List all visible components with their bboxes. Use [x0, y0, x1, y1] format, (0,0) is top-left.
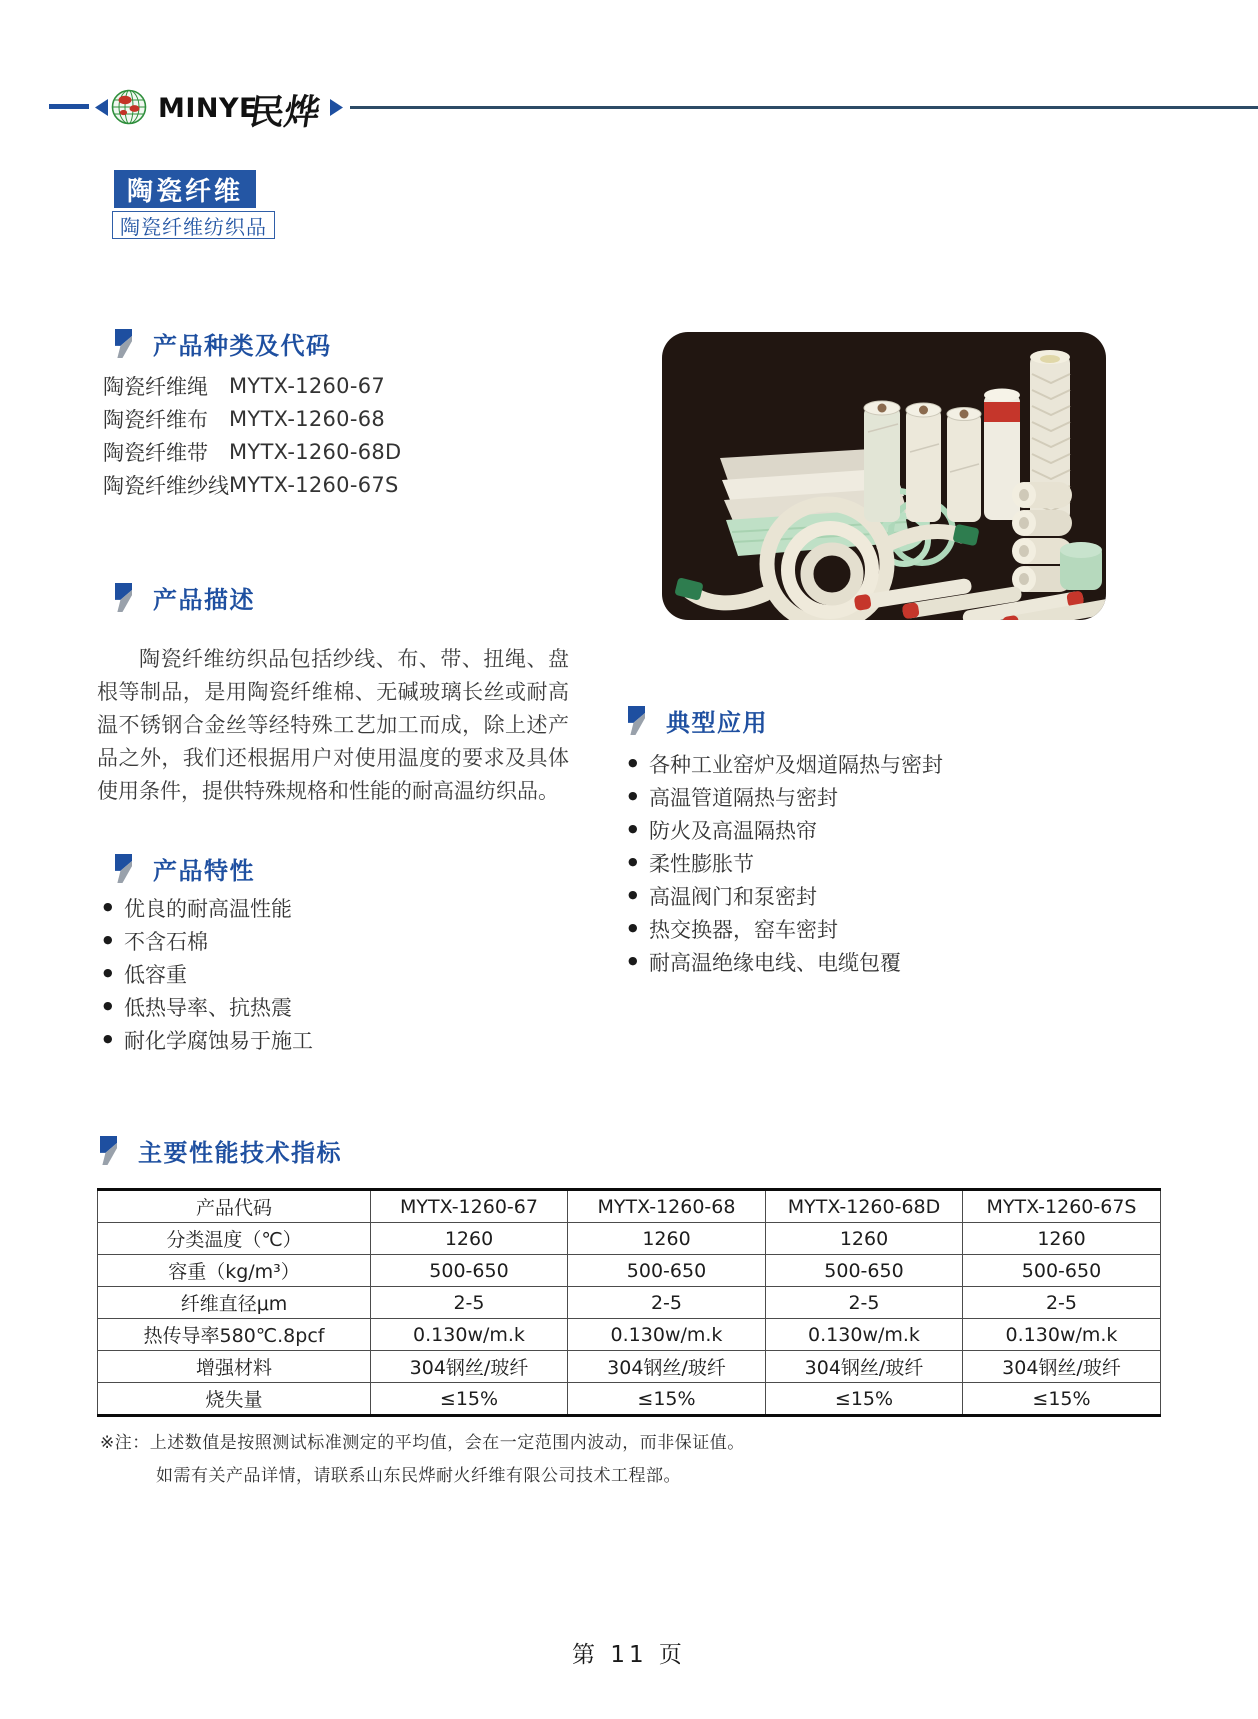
brand-name-en: MINYE — [158, 93, 259, 124]
feature-text: 优良的耐高温性能 — [124, 897, 292, 921]
spec-row-label: 产品代码 — [98, 1190, 371, 1223]
list-item — [628, 782, 943, 815]
spec-cell: ≤15% — [568, 1383, 766, 1416]
logo-dash-rule — [49, 104, 89, 109]
product-type-name: 陶瓷纤维纱线 — [103, 473, 229, 498]
spec-cell: 2-5 — [568, 1287, 766, 1319]
product-type-name: 陶瓷纤维布 — [103, 407, 208, 432]
bullet-dot: ● — [103, 999, 113, 1012]
feature-text: 低热导率、抗热震 — [124, 996, 292, 1020]
list-item — [103, 435, 402, 468]
specs-table — [97, 1188, 1161, 1417]
feature-text: 耐化学腐蚀易于施工 — [124, 1029, 313, 1053]
product-type-code: MYTX-1260-67S — [229, 472, 399, 497]
applications-list — [628, 749, 943, 980]
description-paragraph: 陶瓷纤维纺织品包括纱线、布、带、扭绳、盘根等制品，是用陶瓷纤维棉、无碱玻璃长丝或耐高温不锈钢合金丝等经特殊工艺加工而成，除上述产品之外，我们还根据用户对使用温度的要求及具体使用条件，提供特殊规格和性能的耐高温纺织品。 — [97, 647, 569, 803]
section-marker-icon — [115, 583, 132, 612]
spec-cell: 500-650 — [963, 1255, 1161, 1287]
feature-text: 不含石棉 — [124, 930, 208, 954]
product-type-code: MYTX-1260-67 — [229, 373, 386, 398]
spec-cell: 0.130w/m.k — [963, 1319, 1161, 1351]
bullet-dot: ● — [628, 921, 638, 934]
spec-row-label: 分类温度（℃） — [98, 1223, 371, 1255]
list-item — [628, 815, 943, 848]
section-marker-icon — [115, 854, 132, 883]
spec-cell: 304钢丝/玻纤 — [371, 1351, 568, 1383]
spec-cell: 1260 — [766, 1223, 963, 1255]
list-item — [103, 893, 313, 926]
application-text: 热交换器，窑车密封 — [649, 918, 838, 942]
spec-cell: 500-650 — [371, 1255, 568, 1287]
section-heading-features — [115, 851, 255, 886]
spec-row-label: 纤维直径μm — [98, 1287, 371, 1319]
features-list — [103, 893, 313, 1058]
spec-cell: 2-5 — [963, 1287, 1161, 1319]
left-arrow-icon — [95, 99, 108, 116]
spec-cell: 1260 — [371, 1223, 568, 1255]
spec-cell: 500-650 — [766, 1255, 963, 1287]
brand-name-cn: 民烨 — [246, 92, 323, 133]
bullet-dot: ● — [103, 933, 113, 946]
page-subtitle: 陶瓷纤维纺织品 — [112, 211, 275, 239]
spec-cell: 304钢丝/玻纤 — [766, 1351, 963, 1383]
spec-row-label: 增强材料 — [98, 1351, 371, 1383]
spec-cell: 0.130w/m.k — [766, 1319, 963, 1351]
application-text: 柔性膨胀节 — [649, 852, 754, 876]
table-row — [98, 1351, 1161, 1383]
header-rule — [350, 106, 1258, 109]
spec-cell: MYTX-1260-67 — [371, 1190, 568, 1223]
application-text: 高温阀门和泵密封 — [649, 885, 817, 909]
table-row — [98, 1190, 1161, 1223]
bullet-dot: ● — [628, 756, 638, 769]
spec-cell: MYTX-1260-68D — [766, 1190, 963, 1223]
section-title: 产品特性 — [153, 857, 255, 885]
table-row — [98, 1287, 1161, 1319]
list-item — [103, 992, 313, 1025]
table-row — [98, 1319, 1161, 1351]
page-number: 第 11 页 — [572, 1642, 686, 1668]
list-item — [628, 749, 943, 782]
bullet-dot: ● — [628, 855, 638, 868]
page-title: 陶瓷纤维 — [114, 170, 256, 208]
product-type-name: 陶瓷纤维带 — [103, 440, 208, 465]
list-item — [103, 959, 313, 992]
application-text: 高温管道隔热与密封 — [649, 786, 838, 810]
spec-cell: ≤15% — [371, 1383, 568, 1416]
list-item — [628, 848, 943, 881]
section-title: 产品描述 — [153, 586, 255, 614]
table-row — [98, 1383, 1161, 1416]
section-marker-icon — [115, 329, 132, 358]
list-item — [103, 369, 402, 402]
list-item — [103, 468, 402, 501]
section-heading-applications — [628, 703, 768, 738]
product-type-list — [103, 369, 402, 501]
spec-cell: MYTX-1260-68 — [568, 1190, 766, 1223]
application-text: 耐高温绝缘电线、电缆包覆 — [649, 951, 901, 975]
list-item — [628, 881, 943, 914]
product-photo-illustration — [662, 332, 1106, 620]
spec-row-label: 容重（kg/m³） — [98, 1255, 371, 1287]
table-note-line1: ※注：上述数值是按照测试标准测定的平均值，会在一定范围内波动，而非保证值。 — [100, 1433, 745, 1453]
bullet-dot: ● — [103, 900, 113, 913]
bullet-dot: ● — [103, 966, 113, 979]
spec-cell: 0.130w/m.k — [568, 1319, 766, 1351]
spec-cell: 304钢丝/玻纤 — [963, 1351, 1161, 1383]
product-type-code: MYTX-1260-68D — [229, 439, 402, 464]
section-title: 主要性能技术指标 — [138, 1139, 342, 1167]
spec-cell: MYTX-1260-67S — [963, 1190, 1161, 1223]
table-row — [98, 1223, 1161, 1255]
spec-cell: 2-5 — [766, 1287, 963, 1319]
spec-cell: 2-5 — [371, 1287, 568, 1319]
section-marker-icon — [100, 1136, 117, 1165]
bullet-dot: ● — [628, 822, 638, 835]
list-item — [628, 947, 943, 980]
bullet-dot: ● — [628, 888, 638, 901]
spec-cell: 500-650 — [568, 1255, 766, 1287]
section-title: 产品种类及代码 — [153, 332, 332, 360]
list-item — [103, 926, 313, 959]
spec-cell: ≤15% — [963, 1383, 1161, 1416]
bullet-dot: ● — [628, 789, 638, 802]
product-type-code: MYTX-1260-68 — [229, 406, 386, 431]
feature-text: 低容重 — [124, 963, 187, 987]
spec-cell: 1260 — [568, 1223, 766, 1255]
product-type-name: 陶瓷纤维绳 — [103, 374, 208, 399]
spec-cell: ≤15% — [766, 1383, 963, 1416]
application-text: 防火及高温隔热帘 — [649, 819, 817, 843]
spec-cell: 304钢丝/玻纤 — [568, 1351, 766, 1383]
spec-row-label: 热传导率580℃.8pcf — [98, 1319, 371, 1351]
bullet-dot: ● — [628, 954, 638, 967]
table-row — [98, 1255, 1161, 1287]
list-item — [628, 914, 943, 947]
spec-cell: 0.130w/m.k — [371, 1319, 568, 1351]
list-item — [103, 1025, 313, 1058]
right-arrow-icon — [330, 99, 343, 116]
table-note-line2: 如需有关产品详情，请联系山东民烨耐火纤维有限公司技术工程部。 — [156, 1466, 681, 1486]
section-heading-product-types — [115, 326, 332, 361]
section-marker-icon — [628, 706, 645, 735]
list-item — [103, 402, 402, 435]
section-heading-specs — [100, 1133, 342, 1168]
spec-cell: 1260 — [963, 1223, 1161, 1255]
section-title: 典型应用 — [666, 709, 768, 737]
product-photo — [662, 332, 1106, 620]
globe-icon — [111, 89, 147, 125]
section-heading-description — [115, 580, 255, 615]
spec-row-label: 烧失量 — [98, 1383, 371, 1416]
application-text: 各种工业窑炉及烟道隔热与密封 — [649, 753, 943, 777]
bullet-dot: ● — [103, 1032, 113, 1045]
